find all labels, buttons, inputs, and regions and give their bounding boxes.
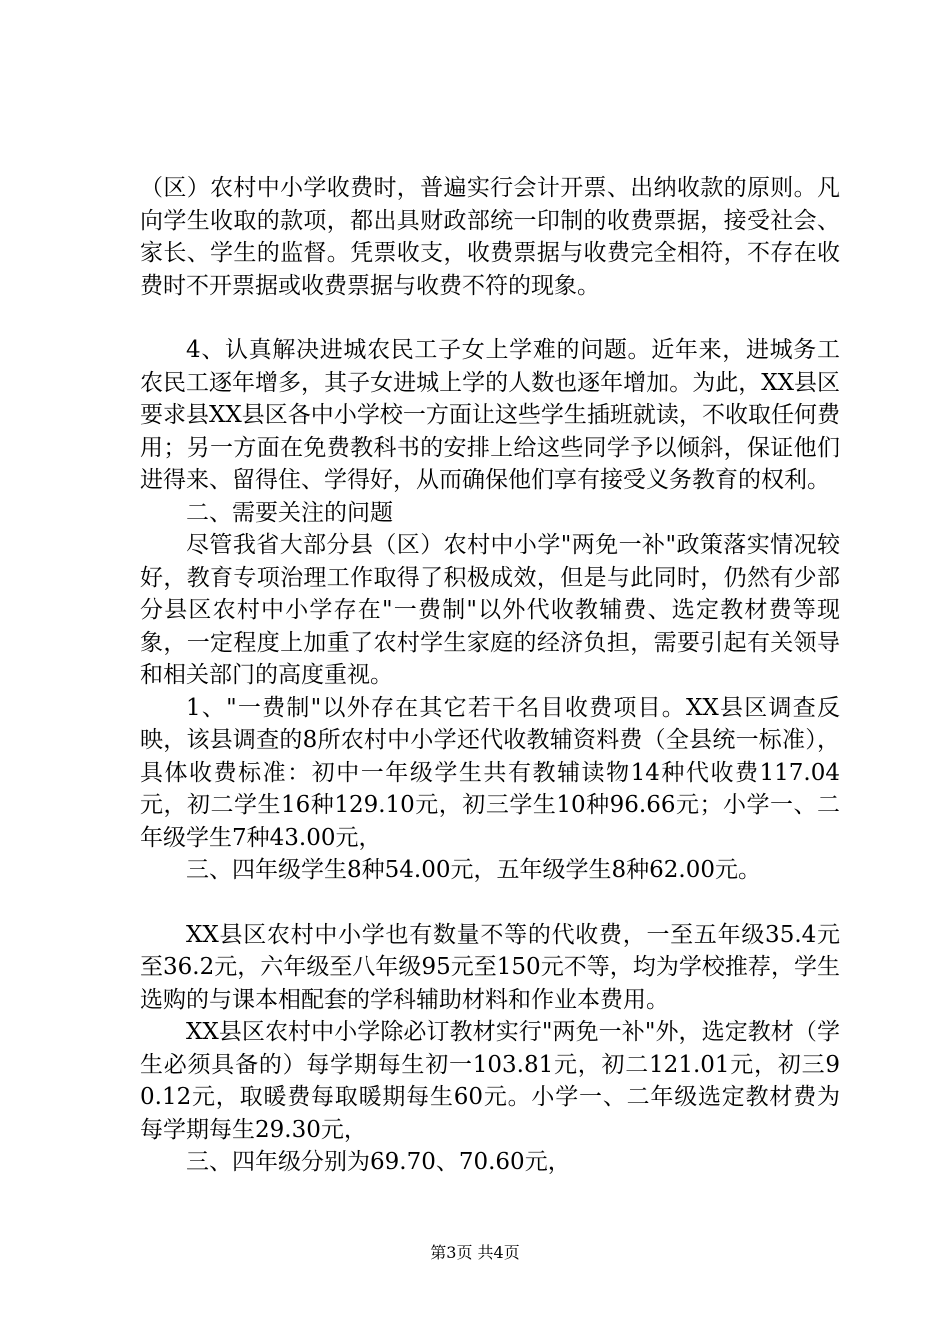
document-body (140, 172, 840, 1179)
page-number-footer: 第3页 共4页 (430, 1243, 520, 1262)
paragraph-continuation: （区）农村中小学收费时，普遍实行会计开票、出纳收款的原则。凡向学生收取的款项，都出具财政部统一印制的收费票据，接受社会、家长、学生的监督。凭票收支，收费票据与收费完全相符，不存在收费时不开票据或收费票据与收费不符的现象。 (140, 175, 840, 299)
paragraph-textbook-fees: XX县区农村中小学除必订教材实行"两免一补"外，选定教材（学生必须具备的）每学期每生初一103.81元，初二121.01元，初三90.12元，取暖费每取暖期每生60元。小学一、二年级选定教材费为每学期每生29.30元， (140, 1019, 840, 1143)
paragraph-issues-overview: 尽管我省大部分县（区）农村中小学"两免一补"政策落实情况较好，教育专项治理工作取得了积极成效，但是与此同时，仍然有少部分县区农村中小学存在"一费制"以外代收教辅费、选定教材费等现象，一定程度上加重了农村学生家庭的经济负担，需要引起有关领导和相关部门的高度重视。 (140, 532, 840, 688)
paragraph-extra-fees: 1、"一费制"以外存在其它若干名目收费项目。XX县区调查反映，该县调查的8所农村中小学还代收教辅资料费（全县统一标准），具体收费标准：初中一年级学生共有教辅读物14种代收费117.04元，初二学生16种129.10元，初三学生10种96.66元；小学一、二年级学生7种43.00元， (140, 694, 840, 851)
paragraph-collection-fees: XX县区农村中小学也有数量不等的代收费，一至五年级35.4元至36.2元，六年级至八年级95元至150元不等，均为学校推荐，学生选购的与课本相配套的学科辅助材料和作业本费用。 (140, 921, 840, 1013)
paragraph-migrant-children: 4、认真解决进城农民工子女上学难的问题。近年来，进城务工农民工逐年增多，其子女进城上学的人数也逐年增加。为此，XX县区要求县XX县区各中小学校一方面让这些学生插班就读，不收取任何费用；另一方面在免费教科书的安排上给这些同学予以倾斜，保证他们进得来、留得住、学得好，从而确保他们享有接受义务教育的权利。 (140, 337, 840, 493)
section-heading-issues: 二、需要关注的问题 (186, 499, 393, 526)
paragraph-grade-fees: 三、四年级学生8种54.00元，五年级学生8种62.00元。 (186, 857, 761, 883)
paragraph-grade-3-4-fees: 三、四年级分别为69.70、70.60元， (186, 1149, 571, 1175)
